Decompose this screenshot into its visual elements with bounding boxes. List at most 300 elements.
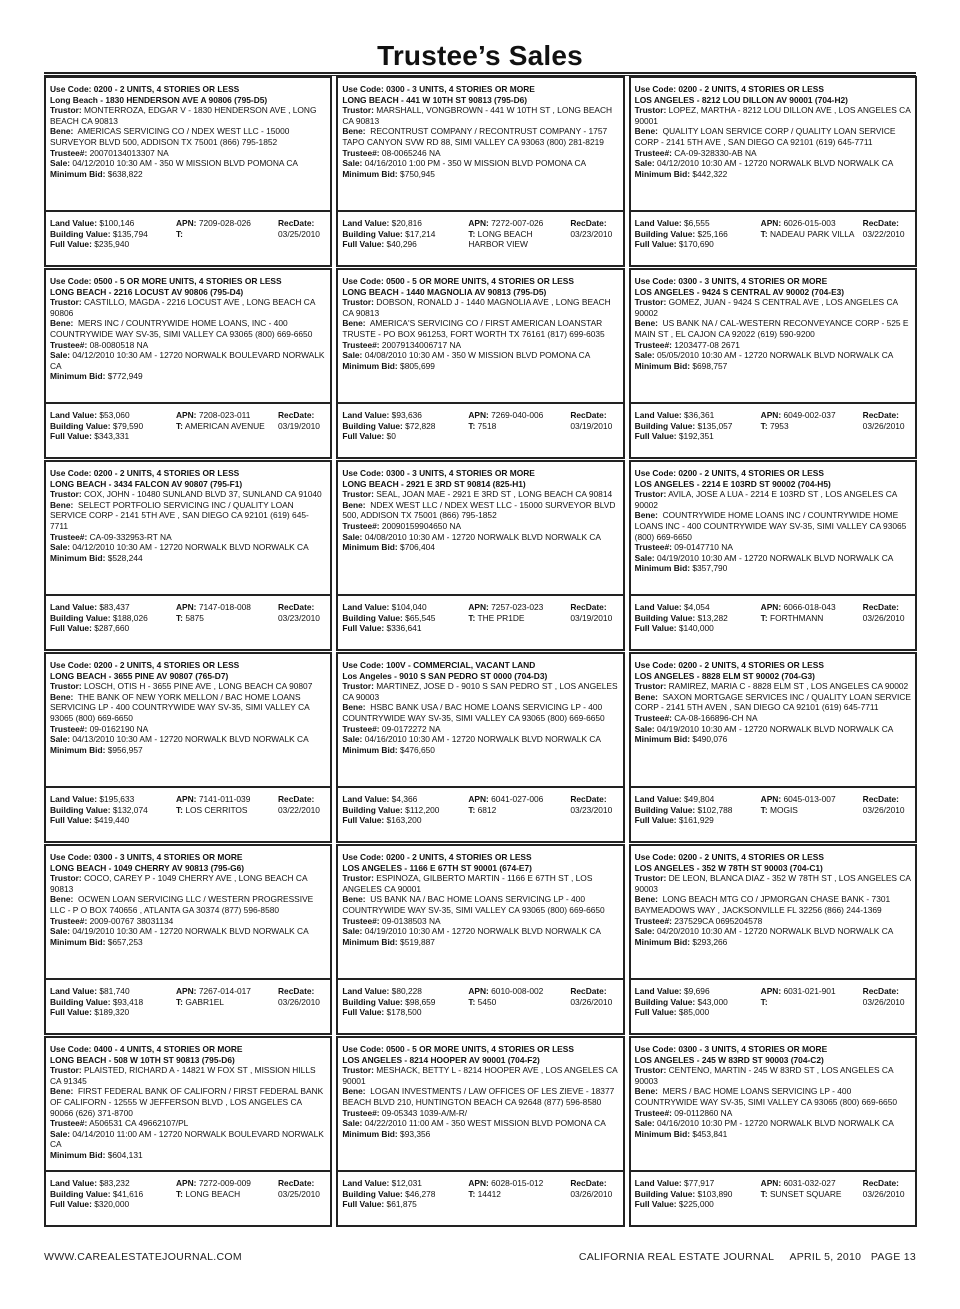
listing-details (336, 460, 624, 596)
trustor-value: DE LEON, BLANCA DIAZ - 352 W 78TH ST , LOS ANGELES CA 90003 (634, 873, 911, 894)
minbid-field (50, 937, 326, 948)
land-label: Land Value: (50, 218, 98, 228)
sale-field (635, 553, 911, 564)
page-title: Trustee’s Sales (377, 40, 583, 71)
trustor-field (50, 873, 326, 894)
listing-values (336, 980, 624, 1035)
trustee-value: 09-0112860 NA (674, 1107, 733, 1118)
listing (629, 844, 917, 1035)
apn-column (174, 602, 276, 649)
trustee-field (50, 340, 326, 351)
land-label: Land Value: (634, 986, 682, 996)
bene-label: Bene: (342, 499, 366, 510)
bene-value: US BANK NA / CAL-WESTERN RECONVEYANCE CORP - 525 E MAIN ST , EL CAJON CA 92022 (619) 590-9200 (634, 318, 909, 339)
apn-value: 6049-002-037 (783, 410, 836, 420)
apn (176, 602, 276, 613)
tract-label: T: (760, 612, 768, 623)
value-column (338, 410, 466, 457)
sale-field (635, 926, 911, 937)
use-code: Use Code: 0500 - 5 OR MORE UNITS, 4 STORIES OR LESS (342, 276, 574, 286)
land-value (50, 986, 174, 997)
bene-label: Bene: (342, 894, 366, 905)
listing-values (629, 596, 917, 651)
land-value (50, 794, 174, 805)
listing (44, 1036, 332, 1227)
building-amount: $135,794 (112, 228, 148, 239)
land-value (635, 218, 759, 229)
land-label: Land Value: (634, 1178, 682, 1188)
building-amount: $132,074 (112, 804, 148, 815)
apn-column (759, 1178, 861, 1225)
listing (336, 652, 624, 843)
full-amount: $192,351 (678, 431, 714, 442)
value-column (631, 410, 759, 457)
minbid-field (342, 1129, 618, 1140)
bene-value: SAXON MORTGAGE SERVICES INC / QUALITY LOAN SERVICE CORP - 2141 5TH AVEN , SAN DIEGO CA 92101 (619) 645-7711 (634, 691, 911, 713)
listing (336, 268, 624, 459)
trustor-value: MARTINEZ, JOSE D - 9010 S SAN PEDRO ST , LOS ANGELES CA 90003 (342, 681, 618, 702)
bene-label: Bene: (50, 1086, 74, 1097)
building-value (50, 1189, 174, 1200)
trustor-field (635, 297, 911, 318)
minbid-field (635, 734, 911, 745)
bene-field (635, 510, 911, 542)
minbid-value: $657,253 (107, 936, 143, 947)
use-code: Use Code: 0200 - 2 UNITS, 4 STORIES OR LESS (50, 84, 240, 94)
full-value (50, 1007, 174, 1018)
recdate-column (568, 410, 622, 457)
full-amount: $178,500 (386, 1007, 422, 1018)
recdate-label: RecDate: (862, 794, 899, 804)
recdate-value: 03/26/2010 (862, 612, 905, 623)
full-value (342, 1199, 466, 1210)
recdate-column (568, 1178, 622, 1225)
trustee-value: 08-0065246 NA (381, 147, 441, 158)
sale-label: Sale: (50, 926, 71, 937)
listing-details (44, 268, 332, 404)
full-label: Full Value: (50, 1007, 92, 1018)
land-value (342, 602, 466, 613)
minbid-value: $604,131 (107, 1149, 143, 1160)
sale-field (50, 734, 326, 745)
sale-value: 04/19/2010 10:30 AM - 12720 NORWALK BLVD NORWALK CA (72, 926, 309, 937)
trustor-field (342, 105, 618, 126)
apn-column (174, 218, 276, 265)
sale-value: 04/08/2010 10:30 AM - 12720 NORWALK BLVD NORWALK CA (364, 531, 602, 542)
full-amount: $419,440 (94, 815, 130, 826)
trustor-field (342, 1065, 618, 1086)
trustor-label: Trustor: (634, 105, 667, 116)
building-value (50, 229, 174, 240)
recdate-value: 03/26/2010 (862, 420, 905, 431)
full-amount: $336,641 (386, 623, 422, 634)
full-value (342, 239, 466, 250)
full-value (50, 623, 174, 634)
sale-field (50, 350, 326, 371)
recdate-column (568, 218, 622, 265)
recdate-value: 03/26/2010 (570, 1188, 613, 1199)
building-value (342, 421, 466, 432)
full-amount: $287,660 (94, 623, 130, 634)
trustee-value: CA-08-166896-CH NA (674, 712, 758, 723)
trustor-value: ESPINOZA, GILBERTO MARTIN - 1166 E 67TH ST , LOS ANGELES CA 90001 (342, 873, 593, 894)
sale-value: 04/12/2010 10:30 AM - 12720 NORWALK BOULEVARD NORWALK CA (50, 350, 325, 371)
bene-label: Bene: (50, 126, 74, 137)
bene-value: SELECT PORTFOLIO SERVICING INC / QUALITY LOAN SERVICE CORP - 2141 5TH AVE , SAN DIEGO CA 92101 (619) 645-7711 (50, 499, 309, 531)
apn (468, 602, 568, 613)
full-label: Full Value: (634, 1199, 677, 1210)
building-label: Building Value: (50, 228, 111, 239)
trustee-field (635, 1108, 911, 1119)
tract (761, 997, 861, 1008)
minbid-label: Minimum Bid: (634, 1128, 691, 1139)
value-column (46, 794, 174, 841)
bene-label: Bene: (634, 510, 658, 521)
land-amount: $6,555 (684, 218, 710, 228)
sale-field (50, 158, 326, 169)
minbid-label: Minimum Bid: (342, 744, 398, 755)
recdate-column (276, 410, 330, 457)
bene-value: AMERICAS SERVICING CO / NDEX WEST LLC - 15000 SURVEYOR BLVD 500, ADDISON TX 75001 (866) 795-1852 (50, 126, 290, 147)
apn (761, 602, 861, 613)
bene-value: LOGAN INVESTMENTS / LAW OFFICES OF LES ZIEVE - 18377 BEACH BLVD 210, HUNTINGTON BEACH CA 92648 (877) 596-8580 (342, 1086, 615, 1107)
tract (176, 421, 276, 432)
apn-label: APN: (176, 410, 197, 420)
listing-values (629, 980, 917, 1035)
listing-details (336, 652, 624, 788)
value-column (46, 986, 174, 1033)
building-value (342, 613, 466, 624)
apn-label: APN: (760, 794, 782, 804)
apn-value: 7141-011-039 (198, 794, 251, 804)
apn-column (174, 794, 276, 841)
land-value (635, 794, 759, 805)
recdate-label: RecDate: (862, 986, 899, 996)
land-label: Land Value: (342, 218, 390, 228)
recdate-label: RecDate: (862, 410, 899, 420)
bene-field (342, 318, 618, 339)
listing (629, 268, 917, 459)
listing-details (44, 652, 332, 788)
apn-value: 7272-007-026 (491, 218, 544, 228)
building-value (50, 997, 174, 1008)
value-column (46, 410, 174, 457)
building-amount: $102,788 (697, 804, 733, 815)
full-label: Full Value: (634, 623, 677, 634)
trustee-value: 2009-00767 38031134 (89, 915, 174, 926)
apn-value: 7267-014-017 (198, 986, 251, 996)
bene-field (50, 318, 326, 339)
minbid-field (342, 937, 618, 948)
trustor-field (635, 1065, 911, 1086)
minbid-value: $442,322 (692, 168, 728, 179)
property-address: LONG BEACH - 441 W 10TH ST 90813 (795-D6) (342, 94, 528, 105)
sale-label: Sale: (50, 350, 71, 361)
trustee-value: 09-0162190 NA (89, 723, 149, 734)
use-code: Use Code: 0500 - 5 OR MORE UNITS, 4 STORIES OR LESS (50, 276, 282, 286)
value-column (338, 218, 466, 265)
bene-value: COUNTRYWIDE HOME LOANS INC / COUNTRYWIDE HOME LOANS INC - 400 COUNTRYWIDE WAY SV-35, SIMI VALLEY CA 93065 (800) 669-6650 (634, 510, 907, 542)
trustee-value: 20070134013307 NA (89, 147, 169, 158)
land-amount: $100,146 (99, 218, 135, 228)
bene-label: Bene: (342, 126, 366, 137)
sale-value: 04/22/2010 11:00 AM - 350 WEST MISSION BLVD POMONA CA (364, 1118, 606, 1129)
full-label: Full Value: (50, 815, 92, 826)
trustee-field (635, 713, 911, 724)
land-value (50, 602, 174, 613)
tract-value: SUNSET SQUARE (769, 1188, 842, 1199)
land-label: Land Value: (634, 602, 682, 612)
land-value (342, 218, 466, 229)
tract-value: LOS CERRITOS (185, 804, 248, 815)
minbid-label: Minimum Bid: (634, 936, 691, 947)
trustee-label: Trustee#: (342, 339, 380, 350)
tract-value: 7953 (769, 420, 789, 431)
apn (176, 410, 276, 421)
land-label: Land Value: (50, 602, 98, 612)
bene-field (635, 318, 911, 339)
building-label: Building Value: (634, 612, 696, 623)
property-address: LONG BEACH - 3655 PINE AV 90807 (765-D7) (50, 670, 229, 681)
trustee-label: Trustee#: (50, 723, 88, 734)
recdate-column (861, 1178, 915, 1225)
listing-values (44, 788, 332, 843)
listing-details (44, 844, 332, 980)
recdate-value: 03/19/2010 (570, 420, 613, 431)
land-value (50, 218, 174, 229)
apn-label: APN: (176, 794, 197, 804)
land-label: Land Value: (50, 986, 98, 996)
building-value (635, 1189, 759, 1200)
building-amount: $13,282 (697, 612, 728, 623)
full-value (342, 623, 466, 634)
full-value (342, 431, 466, 442)
trustor-label: Trustor: (634, 873, 667, 884)
full-amount: $235,940 (94, 239, 130, 250)
listing-values (336, 596, 624, 651)
trustee-label: Trustee#: (50, 147, 88, 158)
building-amount: $135,057 (697, 420, 733, 431)
listing-details (336, 268, 624, 404)
bene-label: Bene: (50, 894, 74, 905)
building-label: Building Value: (634, 420, 696, 431)
tract (468, 997, 568, 1008)
trustee-field (50, 1118, 326, 1129)
full-value (50, 239, 174, 250)
trustor-label: Trustor: (50, 873, 82, 884)
apn-label: APN: (468, 794, 489, 804)
trustee-label: Trustee#: (634, 1107, 672, 1118)
full-amount: $61,875 (386, 1199, 417, 1210)
minbid-value: $772,949 (107, 371, 143, 382)
trustee-field (342, 724, 618, 735)
minbid-value: $956,957 (107, 744, 143, 755)
trustor-label: Trustor: (50, 681, 82, 692)
use-code: Use Code: 0200 - 2 UNITS, 4 STORIES OR LESS (634, 852, 824, 862)
apn-column (174, 1178, 276, 1225)
trustee-value: CA-09-328330-AB NA (674, 147, 757, 158)
land-amount: $4,366 (391, 794, 418, 804)
full-value (342, 1007, 466, 1018)
minbid-label: Minimum Bid: (50, 936, 106, 947)
building-amount: $112,200 (405, 804, 440, 815)
apn-column (466, 218, 568, 265)
minbid-field (635, 563, 911, 574)
property-address: LONG BEACH - 508 W 10TH ST 90813 (795-D6) (50, 1054, 235, 1065)
listing-row (44, 844, 917, 1035)
tract-value: 14412 (477, 1188, 501, 1199)
tract (176, 229, 276, 240)
land-amount: $12,031 (391, 1178, 422, 1188)
trustor-value: PLAISTED, RICHARD A - 14821 W FOX ST , MISSION HILLS CA 91345 (50, 1065, 316, 1086)
apn-column (466, 410, 568, 457)
listing (336, 1036, 624, 1227)
minbid-field (50, 371, 326, 382)
land-value (635, 602, 759, 613)
recdate-column (861, 986, 915, 1033)
trustee-value: 20090159904650 NA (381, 520, 462, 531)
tract-value: NADEAU PARK VILLA (769, 228, 855, 239)
apn-column (466, 986, 568, 1033)
trustor-field (50, 681, 326, 692)
bene-field (50, 1086, 326, 1118)
land-value (342, 410, 466, 421)
apn (176, 794, 276, 805)
tract-value: 6812 (477, 804, 497, 815)
value-column (338, 1178, 466, 1225)
land-amount: $104,040 (391, 602, 427, 612)
apn-column (759, 218, 861, 265)
listing-values (44, 404, 332, 459)
trustor-label: Trustor: (342, 489, 374, 500)
land-label: Land Value: (342, 1178, 390, 1188)
trustor-field (635, 873, 911, 894)
property-address: LONG BEACH - 2216 LOCUST AV 90806 (795-D4) (50, 286, 244, 297)
full-amount: $189,320 (94, 1007, 130, 1018)
bene-field (50, 126, 326, 147)
bene-label: Bene: (634, 318, 658, 329)
value-column (631, 794, 759, 841)
tract (761, 421, 861, 432)
minbid-value: $750,945 (400, 168, 435, 179)
bene-label: Bene: (50, 499, 74, 510)
tract-label: T: (468, 420, 476, 431)
recdate-column (276, 218, 330, 265)
tract (468, 613, 568, 624)
apn-column (759, 986, 861, 1033)
recdate-column (276, 1178, 330, 1225)
apn-label: APN: (176, 602, 197, 612)
building-value (342, 805, 466, 816)
building-value (50, 805, 174, 816)
sale-value: 04/20/2010 10:30 AM - 12720 NORWALK BLVD NORWALK CA (657, 926, 894, 937)
trustor-field (50, 105, 326, 126)
listing-details (44, 1036, 332, 1172)
listing-values (629, 1172, 917, 1227)
bene-value: OCWEN LOAN SERVICING LLC / WESTERN PROGRESSIVE LLC - P O BOX 740656 , ATLANTA GA 30374 (877) 596-8580 (50, 894, 314, 915)
land-amount: $4,054 (684, 602, 710, 612)
value-column (46, 1178, 174, 1225)
use-code: Use Code: 0200 - 2 UNITS, 4 STORIES OR LESS (634, 660, 824, 670)
minbid-field (635, 937, 911, 948)
bene-value: MERS / BAC HOME LOANS SERVICING LP - 400 COUNTRYWIDE WAY SV-35, SIMI VALLEY CA 93065 (800) 669-6650 (634, 1086, 898, 1107)
land-amount: $77,917 (684, 1178, 715, 1188)
tract-value: FORTHMANN (769, 612, 824, 623)
listings-grid (44, 76, 917, 1228)
sale-field (342, 734, 618, 745)
apn (761, 410, 861, 421)
tract-label: T: (760, 804, 768, 815)
recdate-value: 03/23/2010 (278, 612, 320, 623)
tract-value: LONG BEACH (185, 1188, 241, 1199)
tract-label: T: (176, 996, 183, 1007)
full-amount: $0 (386, 431, 396, 442)
tract-label: T: (760, 1188, 768, 1199)
recdate-label: RecDate: (862, 602, 899, 612)
land-amount: $83,437 (99, 602, 130, 612)
full-value (50, 431, 174, 442)
land-amount: $83,232 (99, 1178, 130, 1188)
full-label: Full Value: (342, 623, 385, 634)
sale-value: 04/16/2010 10:30 AM - 12720 NORWALK BLVD NORWALK CA (364, 734, 602, 745)
use-code: Use Code: 0300 - 3 UNITS, 4 STORIES OR MORE (634, 1044, 828, 1054)
sale-field (342, 532, 618, 543)
use-code: Use Code: 0200 - 2 UNITS, 4 STORIES OR LESS (50, 660, 240, 670)
trustor-field (342, 873, 618, 894)
land-value (635, 1178, 759, 1189)
tract-label: T: (176, 420, 183, 431)
listing (44, 844, 332, 1035)
tract-value: LONG BEACH HARBOR VIEW (468, 228, 533, 250)
bene-field (342, 500, 618, 521)
building-label: Building Value: (50, 804, 111, 815)
sale-label: Sale: (634, 158, 655, 169)
sale-label: Sale: (50, 734, 71, 745)
property-address: Long Beach - 1830 HENDERSON AVE A 90806 (795-D5) (50, 94, 268, 105)
property-address: LOS ANGELES - 2214 E 103RD ST 90002 (704-H5) (634, 478, 831, 489)
apn-value: 6031-032-027 (783, 1178, 836, 1188)
full-value (635, 815, 759, 826)
building-amount: $98,659 (405, 996, 436, 1007)
full-amount: $140,000 (678, 623, 714, 634)
bene-value: AMERICA'S SERVICING CO / FIRST AMERICAN LOANSTAR TRUSTE - PO BOX 961253, FORT WORTH TX 76161 (817) 699-6035 (342, 318, 605, 339)
sale-field (635, 158, 911, 169)
listing-values (44, 212, 332, 267)
listing-details (44, 460, 332, 596)
land-value (635, 986, 759, 997)
trustee-label: Trustee#: (50, 531, 88, 542)
full-amount: $343,331 (94, 431, 130, 442)
building-value (50, 613, 174, 624)
building-amount: $41,616 (112, 1188, 144, 1199)
use-code: Use Code: 0500 - 5 OR MORE UNITS, 4 STORIES OR LESS (342, 1044, 574, 1054)
land-label: Land Value: (50, 410, 98, 420)
minbid-value: $293,266 (692, 936, 728, 947)
apn-value: 6026-015-003 (783, 218, 836, 228)
bene-label: Bene: (342, 1086, 366, 1097)
full-value (50, 815, 174, 826)
minbid-value: $476,650 (400, 744, 435, 755)
recdate-label: RecDate: (570, 410, 607, 420)
trustor-value: COX, JOHN - 10480 SUNLAND BLVD 37, SUNLAND CA 91040 (83, 489, 322, 500)
apn-value: 7208-023-011 (198, 410, 251, 420)
full-label: Full Value: (342, 239, 385, 250)
use-code: Use Code: 0300 - 3 UNITS, 4 STORIES OR MORE (342, 84, 535, 94)
trustor-value: MESHACK, BETTY L - 8214 HOOPER AVE , LOS ANGELES CA 90001 (342, 1065, 618, 1086)
property-address: LOS ANGELES - 352 W 78TH ST 90003 (704-C1) (634, 862, 823, 873)
land-value (342, 794, 466, 805)
land-amount: $20,816 (391, 218, 422, 228)
